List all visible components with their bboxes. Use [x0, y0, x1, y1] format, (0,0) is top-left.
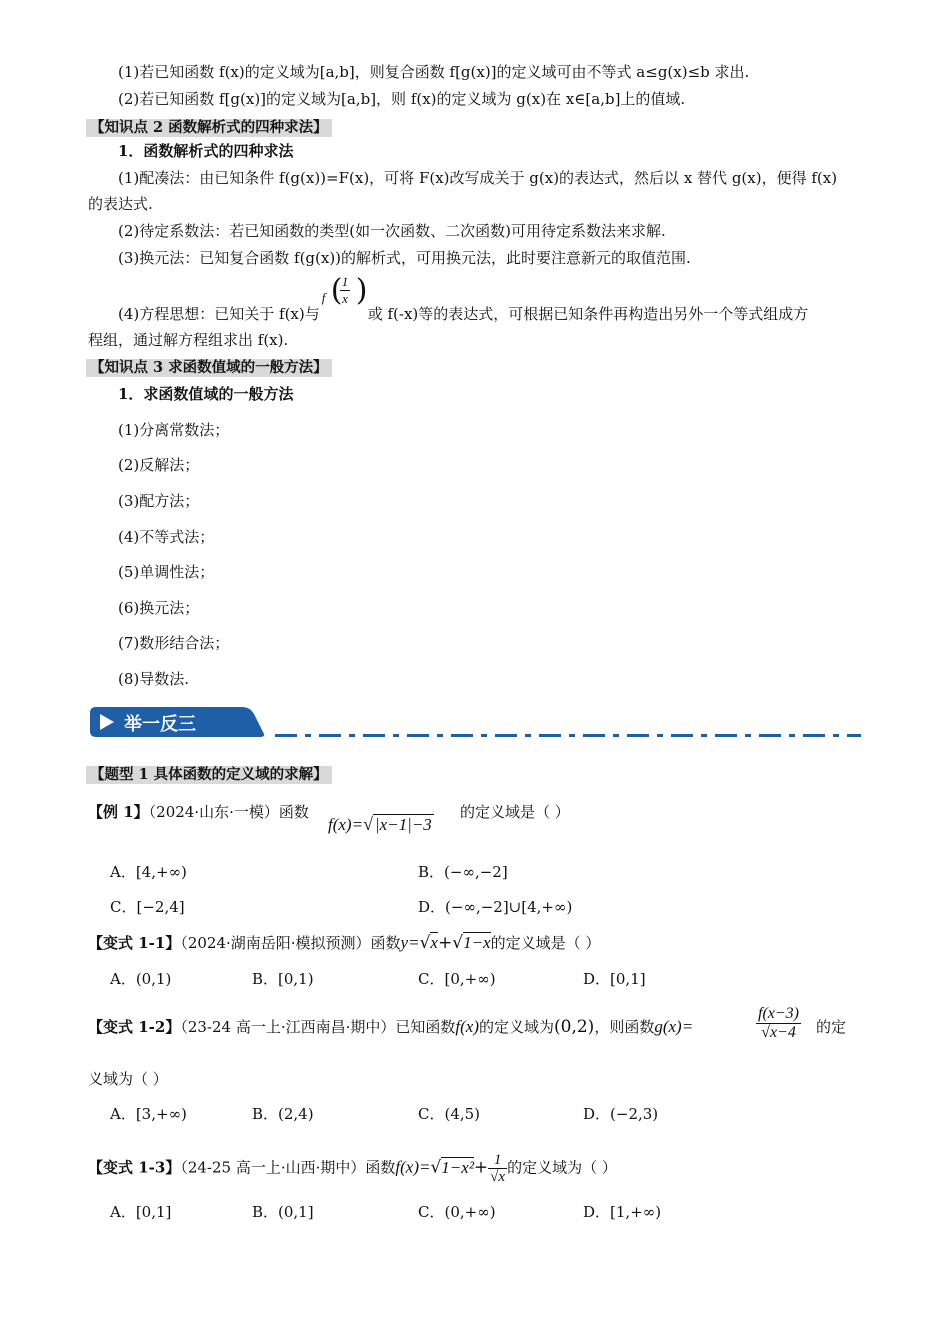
option-c[interactable]: C．(0,+∞): [418, 1203, 496, 1221]
kp3-method: (2)反解法；: [118, 456, 200, 474]
function-g: g(x)=: [654, 1017, 694, 1036]
example-1-stem: [88, 802, 309, 822]
variant-1-1-tag: 【变式 1-1】: [88, 934, 181, 952]
root-sign-icon: √: [430, 1157, 442, 1178]
root-sign-icon: √: [761, 1024, 770, 1041]
variant-1-3-source: （24-25 高一上·山西·期中）函数: [180, 1158, 396, 1177]
option-c[interactable]: C．[−2,4]: [110, 898, 185, 916]
option-a[interactable]: A．[0,1]: [110, 1203, 172, 1221]
root-sign-icon: √: [419, 933, 431, 953]
kp3-method: (5)单调性法；: [118, 563, 215, 581]
kp2-method-2: (2)待定系数法：若已知函数的类型(如一次函数、二次函数)可用待定系数法来求解.: [118, 222, 666, 240]
variant-1-2-source: （23-24 高一上·江西南昌·期中）已知函数: [180, 1018, 456, 1036]
kp2-method-1: (1)配凑法：由已知条件 f(g(x))=F(x)，可将 F(x)改写成关于 g(x)的表达式，然后以 x 替代 g(x)，便得 f(x): [118, 169, 838, 187]
fraction-1-over-root-x: [488, 1152, 507, 1185]
example-1-tag: 【例 1】: [88, 803, 149, 821]
variant-1-2-cont: 义域为（ ）: [88, 1070, 168, 1088]
kp2-method-3: (3)换元法：已知复合函数 f(g(x))的解析式，可用换元法，此时要注意新元的取值范围.: [118, 249, 691, 267]
variant-1-1-suffix: 的定义域是（ ）: [490, 934, 601, 952]
radicand: 1−x²: [441, 1157, 474, 1177]
variant-1-3-stem: [88, 1152, 617, 1185]
variant-1-2-suffix: 的定: [816, 1018, 847, 1036]
kp2-header: 【知识点 2 函数解析式的四种求法】: [86, 119, 332, 137]
kp3-method: (3)配方法；: [118, 492, 200, 510]
option-b[interactable]: B．[0,1): [252, 970, 314, 988]
radicand-1: x: [430, 933, 438, 952]
paren-right: ): [355, 273, 368, 308]
variant-1-2-text: 的定义域为: [478, 1018, 554, 1036]
f-letter: f: [321, 290, 326, 305]
radicand: |x−1|−3: [374, 815, 432, 834]
formula-lhs: y=: [400, 933, 420, 952]
intro-line-2: (2)若已知函数 f[g(x)]的定义域为[a,b]，则 f(x)的定义域为 g(x)在 x∈[a,b]上的值域.: [118, 90, 686, 108]
kp2-method-4: [118, 273, 809, 324]
option-d[interactable]: D．(−∞,−2]∪[4,+∞): [418, 898, 573, 916]
formula-lhs: f(x)=: [395, 1157, 431, 1177]
kp3-method: (4)不等式法；: [118, 528, 215, 546]
option-a[interactable]: A．[4,+∞): [110, 863, 187, 881]
option-c[interactable]: C．[0,+∞): [418, 970, 496, 988]
intro-line-1: (1)若已知函数 f(x)的定义域为[a,b]，则复合函数 f[g(x)]的定义域可由不等式 a≤g(x)≤b 求出.: [118, 63, 750, 81]
plus-sign: +: [473, 1157, 489, 1178]
frac-denominator: x: [342, 291, 348, 306]
example-1-source: （2024·山东·一模）函数: [148, 803, 309, 821]
radicand: x: [498, 1169, 506, 1185]
frac-denominator: [488, 1169, 507, 1185]
fraction-g: [756, 1005, 801, 1042]
frac-denominator: [756, 1024, 801, 1042]
radicand-2: 1−x: [463, 933, 491, 952]
root-sign-icon: √: [363, 814, 373, 834]
example-1-formula: [328, 814, 434, 835]
variant-1-1-stem: [88, 933, 600, 953]
option-d[interactable]: D．(−2,3): [583, 1105, 659, 1123]
variant-1-3-suffix: 的定义域为（ ）: [507, 1158, 617, 1177]
variant-1-2-tag: 【变式 1-2】: [88, 1018, 181, 1036]
domain-interval: (0,2): [554, 1017, 595, 1037]
variant-1-2-stem: [88, 1017, 693, 1037]
plus-sign: +: [437, 933, 453, 953]
option-b[interactable]: B．(2,4): [252, 1105, 314, 1123]
banner-label: 举一反三: [124, 714, 196, 735]
section-banner: [88, 704, 266, 740]
kp3-method: (6)换元法；: [118, 599, 200, 617]
kp3-method: (1)分离常数法；: [118, 421, 230, 439]
root-sign-icon: √: [490, 1169, 499, 1185]
variant-1-2-text-2: ，则函数: [594, 1018, 655, 1036]
f-one-over-x: [320, 273, 368, 324]
option-b[interactable]: B．(0,1]: [252, 1203, 314, 1221]
frac-numerator: 1: [488, 1152, 507, 1169]
frac-numerator: f(x−3): [758, 1005, 799, 1022]
option-a[interactable]: A．[3,+∞): [110, 1105, 187, 1123]
kp3-method: (7)数形结合法；: [118, 634, 230, 652]
function-f: f(x): [455, 1017, 479, 1036]
kp2-method-1-cont: 的表达式.: [88, 195, 153, 213]
fraction-1-over-x: [340, 274, 351, 307]
kp2-method-4-cont: 程组，通过解方程组求出 f(x).: [88, 331, 289, 349]
type1-header: 【题型 1 具体函数的定义域的求解】: [86, 766, 332, 784]
radicand: x−4: [769, 1024, 796, 1041]
kp3-header: 【知识点 3 求函数值域的一般方法】: [86, 359, 332, 377]
option-b[interactable]: B．(−∞,−2]: [418, 863, 508, 881]
kp2-subtitle: 1．函数解析式的四种求法: [118, 142, 294, 160]
frac-numerator: 1: [341, 274, 349, 289]
variant-1-3-tag: 【变式 1-3】: [88, 1158, 181, 1177]
kp2-method-4-prefix: (4)方程思想：已知关于 f(x)与: [118, 305, 320, 323]
kp3-method: (8)导数法.: [118, 670, 190, 688]
banner-dashed-line: [275, 734, 861, 737]
kp2-method-4-suffix: 或 f(-x)等的表达式，可根据已知条件再构造出另外一个等式组成方: [367, 305, 809, 323]
option-c[interactable]: C．(4,5): [418, 1105, 481, 1123]
option-a[interactable]: A．(0,1): [110, 970, 172, 988]
example-1-suffix: 的定义域是（ ）: [460, 803, 570, 821]
paren-left: (: [330, 273, 343, 308]
option-d[interactable]: D．[0,1]: [583, 970, 646, 988]
formula-lhs: f(x)=: [328, 815, 364, 834]
kp3-subtitle: 1．求函数值域的一般方法: [118, 385, 294, 403]
variant-1-1-source: （2024·湖南岳阳·模拟预测）函数: [180, 934, 401, 952]
root-sign-icon: √: [452, 933, 464, 953]
option-d[interactable]: D．[1,+∞): [583, 1203, 662, 1221]
